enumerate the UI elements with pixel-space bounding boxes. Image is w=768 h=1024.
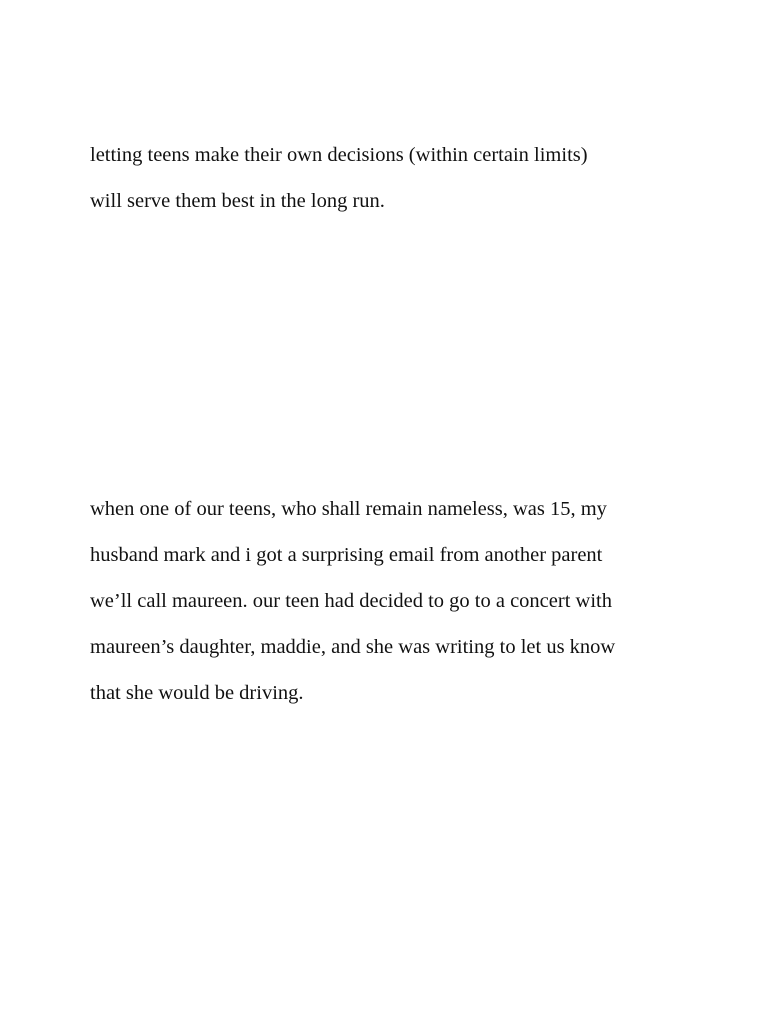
text-line: we’ll call maureen. our teen had decided to go to a concert with bbox=[90, 590, 612, 612]
paragraph-2 bbox=[90, 486, 730, 716]
text-line: husband mark and i got a surprising email from another parent bbox=[90, 544, 603, 566]
text-line: when one of our teens, who shall remain nameless, was 15, my bbox=[90, 498, 607, 520]
paragraph-1 bbox=[90, 132, 730, 224]
text-line: maureen’s daughter, maddie, and she was writing to let us know bbox=[90, 636, 616, 658]
text-line: that she would be driving. bbox=[90, 682, 304, 704]
text-line: will serve them best in the long run. bbox=[90, 190, 385, 212]
text-line: letting teens make their own decisions (within certain limits) bbox=[90, 144, 588, 166]
